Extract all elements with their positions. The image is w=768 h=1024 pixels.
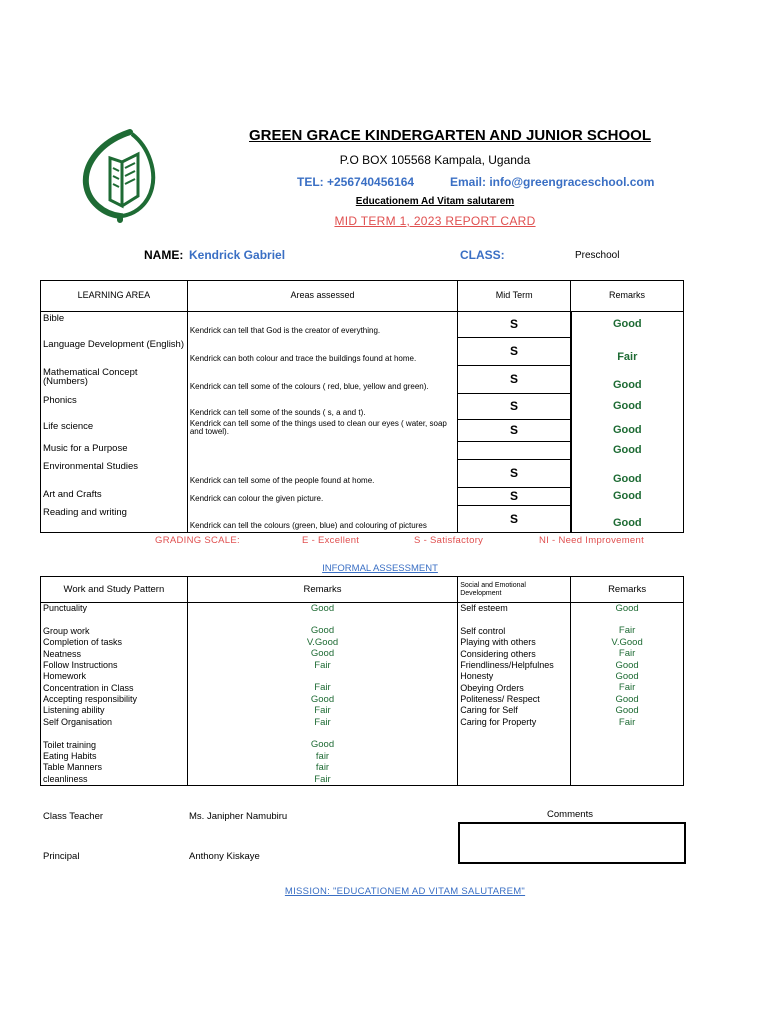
- table-row: [41, 488, 684, 506]
- work-remark: V.Good: [187, 637, 457, 648]
- grading-excellent: E - Excellent: [302, 535, 360, 546]
- work-remark: fair: [187, 762, 457, 773]
- table-row: [41, 649, 684, 660]
- social-item: Self esteem: [458, 603, 571, 615]
- social-item: [458, 762, 571, 773]
- table-row: [41, 338, 684, 366]
- remark: Good: [571, 506, 684, 533]
- learning-area: Mathematical Concept (Numbers): [41, 366, 188, 394]
- area-assessed: Kendrick can both colour and trace the buildings found at home.: [187, 338, 458, 366]
- table-row: [41, 671, 684, 682]
- report-title: MID TERM 1, 2023 REPORT CARD: [334, 214, 536, 228]
- table-row: [41, 626, 684, 637]
- table-row: [41, 762, 684, 773]
- work-item: Follow Instructions: [41, 660, 188, 671]
- remark: Good: [571, 460, 684, 488]
- school-name: GREEN GRACE KINDERGARTEN AND JUNIOR SCHOOL: [249, 127, 651, 144]
- mid-term-grade: S: [458, 488, 571, 506]
- social-item: [458, 728, 571, 739]
- header-remarks: Remarks: [571, 281, 684, 312]
- work-item: [41, 728, 188, 739]
- principal-label: Principal: [43, 851, 80, 862]
- area-assessed: Kendrick can tell some of the people found at home.: [187, 460, 458, 488]
- student-name: Kendrick Gabriel: [189, 248, 286, 262]
- mid-term-grade: S: [458, 460, 571, 488]
- table-row: [41, 506, 684, 533]
- mid-term-grade: S: [458, 338, 571, 366]
- grading-scale-label: GRADING SCALE:: [155, 535, 240, 546]
- area-assessed: Kendrick can tell some of the colours ( red, blue, yellow and green).: [187, 366, 458, 394]
- work-item: Self Organisation: [41, 717, 188, 728]
- social-item: Playing with others: [458, 637, 571, 648]
- social-remark: Good: [571, 671, 684, 682]
- informal-assessment-title: INFORMAL ASSESSMENT: [322, 563, 438, 574]
- work-remark: [187, 728, 457, 739]
- social-item: Friendliness/Helpfulnes: [458, 660, 571, 671]
- work-item: Listening ability: [41, 706, 188, 717]
- work-remark: Good: [187, 649, 457, 660]
- social-item: Caring for Self: [458, 706, 571, 717]
- area-assessed: Kendrick can tell that God is the creator of everything.: [187, 312, 458, 338]
- social-item: [458, 774, 571, 786]
- work-item: Accepting responsibility: [41, 694, 188, 705]
- social-remark: Good: [571, 706, 684, 717]
- header-learning-area: LEARNING AREA: [41, 281, 188, 312]
- work-remark: Fair: [187, 706, 457, 717]
- social-remark: Fair: [571, 683, 684, 694]
- remark: Fair: [571, 338, 684, 366]
- remark: Good: [571, 420, 684, 442]
- work-item: Toilet training: [41, 740, 188, 751]
- work-item: Group work: [41, 626, 188, 637]
- work-remark: fair: [187, 751, 457, 762]
- remark: Good: [571, 394, 684, 420]
- social-remark: [571, 614, 684, 625]
- class-label: CLASS:: [460, 248, 505, 262]
- table-row: [41, 751, 684, 762]
- informal-assessment-table: [40, 576, 684, 786]
- learning-area: Bible: [41, 312, 188, 338]
- learning-area: Music for a Purpose: [41, 442, 188, 460]
- work-remark: Good: [187, 626, 457, 637]
- header-mid-term: Mid Term: [458, 281, 571, 312]
- class-teacher-label: Class Teacher: [43, 811, 104, 822]
- header-remarks: Remarks: [187, 577, 457, 603]
- work-item: Neatness: [41, 649, 188, 660]
- social-remark: Fair: [571, 626, 684, 637]
- social-item: Honesty: [458, 671, 571, 682]
- school-email: Email: info@greengraceschool.com: [450, 175, 655, 189]
- social-remark: Good: [571, 603, 684, 615]
- grading-need-improvement: NI - Need Improvement: [539, 535, 645, 546]
- social-remark: V.Good: [571, 637, 684, 648]
- social-item: Obeying Orders: [458, 683, 571, 694]
- student-class: Preschool: [575, 250, 620, 261]
- table-row: [41, 603, 684, 615]
- area-assessed: [187, 442, 458, 460]
- table-row: [41, 683, 684, 694]
- area-assessed: Kendrick can colour the given picture.: [187, 488, 458, 506]
- area-assessed: Kendrick can tell some of the things used to clean our eyes ( water, soap and towel).: [187, 420, 458, 442]
- work-remark: [187, 614, 457, 625]
- work-remark: Good: [187, 694, 457, 705]
- comments-box: [458, 822, 686, 864]
- grading-satisfactory: S - Satisfactory: [414, 535, 484, 546]
- social-remark: [571, 728, 684, 739]
- social-remark: [571, 751, 684, 762]
- work-remark: Good: [187, 603, 457, 615]
- mission-statement: MISSION: "EDUCATIONEM AD VITAM SALUTAREM": [284, 886, 526, 897]
- table-row: [41, 637, 684, 648]
- social-item: Caring for Property: [458, 717, 571, 728]
- remark: Good: [571, 488, 684, 506]
- area-assessed: Kendrick can tell some of the sounds ( s, a and t).: [187, 394, 458, 420]
- table-header-row: [41, 577, 684, 603]
- table-row: [41, 442, 684, 460]
- principal-name: Anthony Kiskaye: [189, 851, 260, 862]
- social-remark: Good: [571, 660, 684, 671]
- work-remark: Fair: [187, 683, 457, 694]
- table-header-row: [41, 281, 684, 312]
- learning-area: Art and Crafts: [41, 488, 188, 506]
- header-work-study: Work and Study Pattern: [41, 577, 188, 603]
- social-remark: Fair: [571, 717, 684, 728]
- social-item: Self control: [458, 626, 571, 637]
- learning-area: Phonics: [41, 394, 188, 420]
- table-row: [41, 717, 684, 728]
- mid-term-grade: S: [458, 312, 571, 338]
- mid-term-grade: S: [458, 366, 571, 394]
- work-item: Punctuality: [41, 603, 188, 615]
- mid-term-grade: S: [458, 506, 571, 533]
- header-areas-assessed: Areas assessed: [187, 281, 458, 312]
- header-remarks: Remarks: [571, 577, 684, 603]
- learning-area: Environmental Studies: [41, 460, 188, 488]
- leaf-book-icon: [80, 128, 160, 224]
- school-address: P.O BOX 105568 Kampala, Uganda: [339, 153, 531, 167]
- remark: Good: [571, 312, 684, 338]
- work-item: Eating Habits: [41, 751, 188, 762]
- table-row: [41, 394, 684, 420]
- social-item: Considering others: [458, 649, 571, 660]
- header-social-emotional: Social and Emotional Development: [458, 577, 571, 603]
- remark: Good: [571, 442, 684, 460]
- work-item: [41, 614, 188, 625]
- work-remark: Fair: [187, 774, 457, 786]
- social-item: [458, 614, 571, 625]
- name-label: NAME:: [144, 248, 184, 262]
- mid-term-grade: [458, 442, 571, 460]
- table-row: [41, 614, 684, 625]
- table-row: [41, 728, 684, 739]
- work-remark: Fair: [187, 660, 457, 671]
- social-item: Politeness/ Respect: [458, 694, 571, 705]
- table-row: [41, 774, 684, 786]
- formal-assessment-table: [40, 280, 684, 533]
- school-motto: Educationem Ad Vitam salutarem: [355, 196, 515, 207]
- social-remark: [571, 774, 684, 786]
- social-remark: [571, 762, 684, 773]
- work-remark: [187, 671, 457, 682]
- social-remark: [571, 740, 684, 751]
- social-item: [458, 751, 571, 762]
- remark: Good: [571, 366, 684, 394]
- table-row: [41, 694, 684, 705]
- area-assessed: Kendrick can tell the colours (green, blue) and colouring of pictures: [187, 506, 458, 533]
- social-remark: Fair: [571, 649, 684, 660]
- work-item: Table Manners: [41, 762, 188, 773]
- table-row: [41, 706, 684, 717]
- social-item: [458, 740, 571, 751]
- mid-term-grade: S: [458, 420, 571, 442]
- work-remark: Fair: [187, 717, 457, 728]
- class-teacher-name: Ms. Janipher Namubiru: [189, 811, 288, 822]
- learning-area: Reading and writing: [41, 506, 188, 533]
- learning-area: Life science: [41, 420, 188, 442]
- school-phone: TEL: +256740456164: [297, 175, 415, 189]
- work-item: Completion of tasks: [41, 637, 188, 648]
- comments-label: Comments: [547, 809, 593, 820]
- work-item: Homework: [41, 671, 188, 682]
- table-row: [41, 366, 684, 394]
- mid-term-grade: S: [458, 394, 571, 420]
- table-row: [41, 420, 684, 442]
- work-item: Concentration in Class: [41, 683, 188, 694]
- work-item: cleanliness: [41, 774, 188, 786]
- work-remark: Good: [187, 740, 457, 751]
- social-remark: Good: [571, 694, 684, 705]
- table-row: [41, 460, 684, 488]
- school-logo: [80, 128, 160, 224]
- learning-area: Language Development (English): [41, 338, 188, 366]
- table-row: [41, 740, 684, 751]
- table-row: [41, 660, 684, 671]
- table-row: [41, 312, 684, 338]
